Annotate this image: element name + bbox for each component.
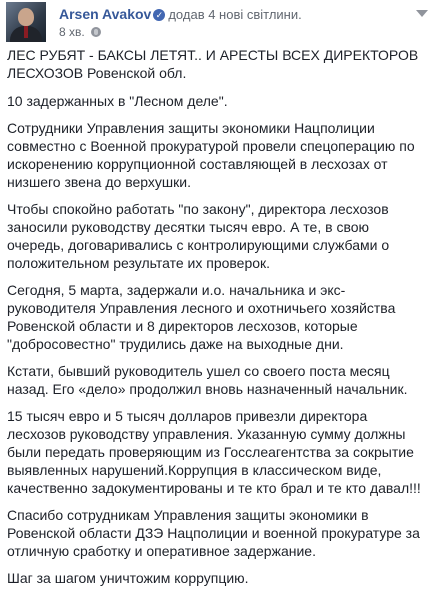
post-meta [59,25,101,39]
post-paragraph: Шаг за шагом уничтожим коррупцию. [7,570,249,586]
post-header [6,2,432,42]
author-line [59,6,302,22]
post-paragraph: 10 задержанных в "Лесном деле". [7,93,228,109]
post-paragraph: 15 тысяч евро и 5 тысяч долларов привезли директора лесхозов руководству управления. Указанную сумму должны были передать проверяющим из Госслеагентства за сокрытие выявленных нарушений.Коррупция в классическом виде, качественно задокументированы и те кто брал и те кто давал!!! [7,408,421,496]
post-paragraph: Кстати, бывший руководитель ушел со своего поста месяц назад. Его «дело» продолжил вновь назначенный начальник. [7,363,408,397]
post-content [7,46,427,596]
post-action: додав 4 нові світлини. [168,7,302,22]
caret-down-icon[interactable] [416,10,428,17]
post-paragraph: Спасибо сотрудникам Управления защиты экономики в Ровенской области ДЗЭ Нацполиции и военной прокуратуре за отличную сработку и оперативное задержание. [7,507,420,559]
verified-badge-icon: ✓ [153,9,165,21]
avatar-head [18,8,34,26]
post-paragraph: Чтобы спокойно работать "по закону", директора лесхозов заносили руководству десятки тысяч евро. А те, в свою очередь, договаривались с контролирующими службами о положительном результате их проверок. [7,201,390,271]
post-timestamp[interactable]: 8 хв. [59,25,85,39]
post-title: ЛЕС РУБЯТ - БАКСЫ ЛЕТЯТ.. И АРЕСТЫ ВСЕХ ДИРЕКТОРОВ ЛЕСХОЗОВ Ровенской обл. [7,47,419,81]
avatar-tie [24,26,28,38]
author-name[interactable]: Arsen Avakov [59,6,152,22]
post-paragraph: Сотрудники Управления защиты экономики Нацполиции совместно с Военной прокуратурой провели спецоперацию по искоренению коррупционной составляющей в лесхозах от низшего звена до верхушки. [7,120,415,190]
post-paragraph: Сегодня, 5 марта, задержали и.о. начальника и экс-руководителя Управления лесного и охотничьего хозяйства Ровенской области и 8 директоров лесхозов, которые "добросовестно" трудились даже на выходные дни. [7,282,396,352]
avatar[interactable] [6,2,46,42]
globe-icon[interactable] [91,27,101,37]
